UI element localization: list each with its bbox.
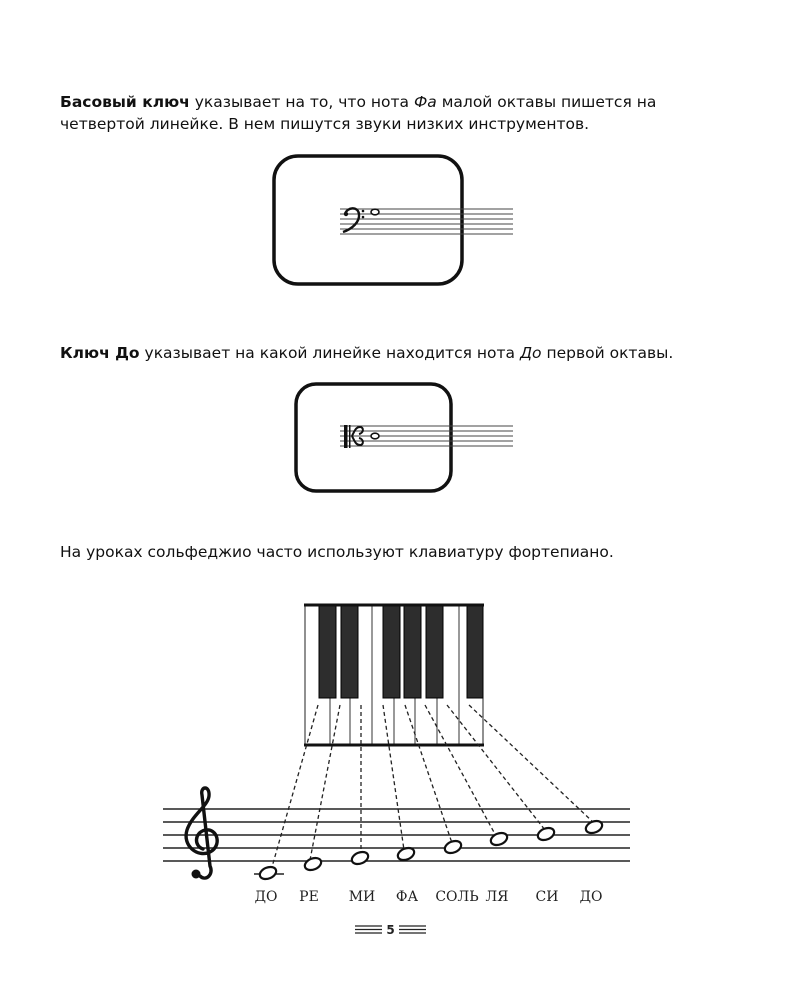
- c-clef-paragraph: Ключ До указывает на какой линейке находится нота До первой октавы.: [60, 344, 674, 362]
- note-label: РЕ: [299, 889, 319, 905]
- black-key: [341, 605, 358, 698]
- note-sol: [443, 839, 463, 856]
- black-key: [467, 605, 483, 698]
- black-key: [383, 605, 400, 698]
- note-si: [536, 826, 556, 843]
- note-label: СИ: [535, 889, 559, 905]
- note-mi: [350, 850, 370, 867]
- c-clef-note: [371, 433, 379, 439]
- keyboard-paragraph: На уроках сольфеджио часто используют клавиатуру фортепиано.: [60, 543, 614, 561]
- treble-staff: [163, 788, 630, 881]
- bass-clef-term: Басовый ключ: [60, 93, 190, 111]
- note-label: ЛЯ: [485, 889, 509, 905]
- note-do: До: [519, 344, 542, 362]
- note-la: [489, 831, 509, 848]
- page-number: 5: [386, 923, 395, 937]
- treble-clef-icon: [186, 788, 217, 879]
- c-clef-term: Ключ До: [60, 344, 140, 362]
- bass-clef-paragraph: Басовый ключ указывает на то, что нота Фа малой октавы пишется на четвертой линейке. В нем пишутся звуки низких инструментов.: [60, 93, 657, 133]
- note-label: ДО: [579, 889, 603, 905]
- note-label: СОЛЬ: [435, 889, 479, 905]
- black-key: [319, 605, 336, 698]
- note-do-low: [258, 865, 278, 882]
- note-re: [303, 856, 323, 873]
- note-label: ДО: [254, 889, 278, 905]
- black-key: [404, 605, 421, 698]
- bass-clef-figure: [274, 156, 513, 284]
- note-do-high: [584, 819, 604, 836]
- bass-note: [371, 209, 379, 215]
- note-label: ФА: [395, 889, 419, 905]
- c-clef-figure: [296, 384, 513, 491]
- note-label: МИ: [348, 889, 376, 905]
- piano-keyboard: [304, 605, 484, 745]
- black-key: [426, 605, 443, 698]
- note-fa: Фа: [413, 93, 437, 111]
